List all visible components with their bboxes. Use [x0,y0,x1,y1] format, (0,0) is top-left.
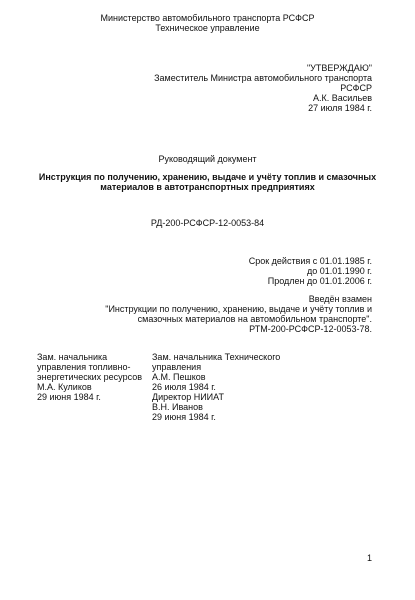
replaces-code: РТМ-200-РСФСР-12-0053-78. [249,324,372,334]
page-number-text: 1 [366,553,372,563]
replaces-label: Введён взамен [308,294,372,304]
sig-right-date-1: 26 июля 1984 г. [152,382,216,392]
department-name: Техническое управление [155,23,260,33]
validity-extended: Продлен до 01.01.2006 г. [267,276,372,286]
signature-right [152,352,292,422]
sig-right-position-2: Директор НИИАТ [152,392,224,402]
sig-right-line-2: управления [152,362,202,372]
document-type-label: Руководящий документ [158,154,257,164]
document-code-text: РД-200-РСФСР-12-0053-84 [150,218,265,228]
sig-left-line-3: энергетических ресурсов [37,372,142,382]
approval-date: 27 июля 1984 г. [308,103,372,113]
signature-left [37,352,147,402]
document-title [0,172,415,192]
sig-left-line-2: управления топливно- [37,362,131,372]
sig-right-line-1: Зам. начальника Технического [152,352,281,362]
sig-left-date: 29 июня 1984 г. [37,392,101,402]
header [0,13,415,33]
sig-right-name-1: А.М. Пешков [152,372,206,382]
approval-block [112,63,372,113]
page-number [352,553,372,563]
document-code [0,218,415,228]
approval-stamp: "УТВЕРЖДАЮ" [306,63,372,73]
approval-name: А.К. Васильев [312,93,372,103]
sig-left-line-1: Зам. начальника [37,352,108,362]
validity-end: до 01.01.1990 г. [307,266,372,276]
validity-start: Срок действия с 01.01.1985 г. [248,256,372,266]
sig-right-name-2: В.Н. Иванов [152,402,203,412]
sig-right-date-2: 29 июня 1984 г. [152,412,216,422]
document-type [0,154,415,164]
title-line-1: Инструкция по получению, хранению, выдаче и учёту топлив и смазочных [38,172,377,182]
title-line-2: материалов в автотранспортных предприятиях [100,182,315,192]
ministry-name: Министерство автомобильного транспорта РСФСР [100,13,315,23]
replaces-block [72,294,372,334]
sig-left-name: М.А. Куликов [37,382,92,392]
approval-position-cont: РСФСР [340,83,372,93]
approval-position: Заместитель Министра автомобильного транспорта [154,73,372,83]
replaces-title-cont: смазочных материалов на автомобильном транспорте". [137,314,372,324]
replaces-title: "Инструкции по получению, хранению, выдаче и учёту топлив и [105,304,372,314]
validity-block [172,256,372,286]
